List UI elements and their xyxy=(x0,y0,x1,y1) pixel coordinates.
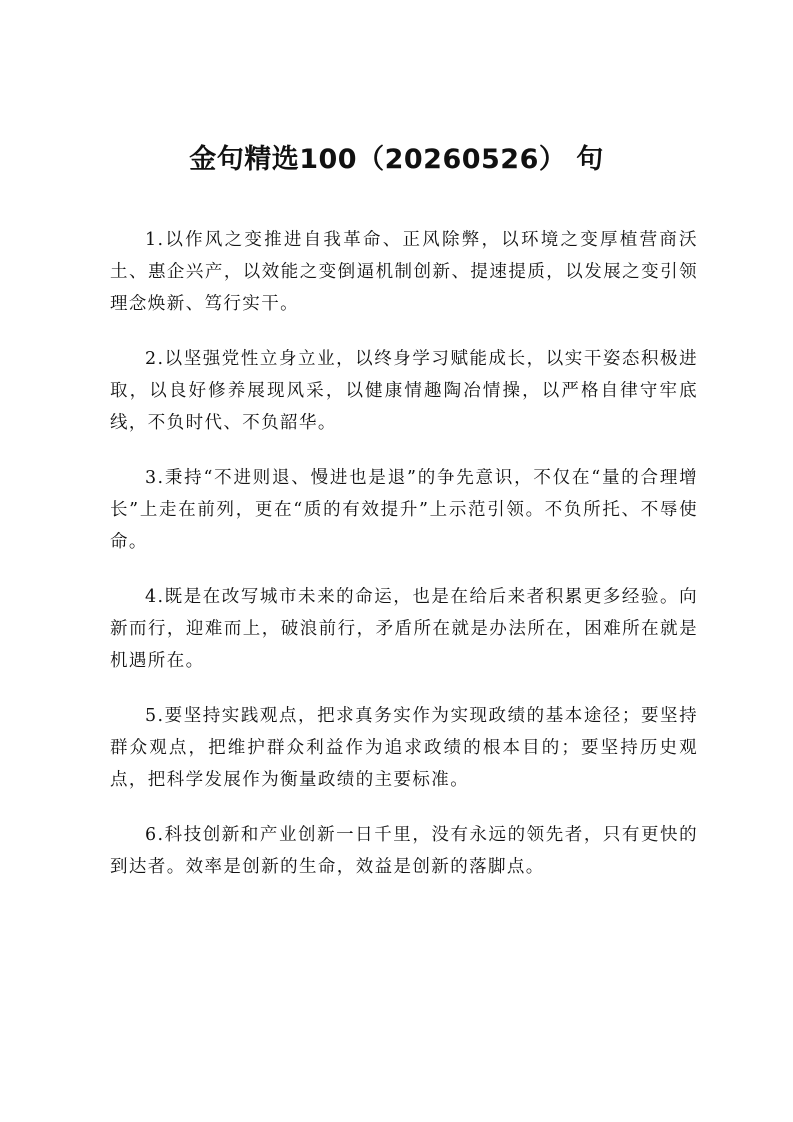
paragraph-2: 2.以坚强党性立身立业，以终身学习赋能成长，以实干姿态积极进取，以良好修养展现风采，以健康情趣陶冶情操，以严格自律守牢底线，不负时代、不负韶华。 xyxy=(110,349,698,433)
paragraph-3: 3.秉持“不进则退、慢进也是退”的争先意识，不仅在“量的合理增长”上走在前列，更在“质的有效提升”上示范引领。不负所托、不辱使命。 xyxy=(110,468,698,552)
document-body xyxy=(110,224,698,906)
document-title: 金句精选100（20260526） 句 xyxy=(189,144,604,175)
paragraph-5: 5.要坚持实践观点，把求真务实作为实现政绩的基本途径；要坚持群众观点，把维护群众利益作为追求政绩的根本目的；要坚持历史观点，把科学发展作为衡量政绩的主要标准。 xyxy=(110,706,698,790)
paragraph-4: 4.既是在改写城市未来的命运，也是在给后来者积累更多经验。向新而行，迎难而上，破浪前行，矛盾所在就是办法所在，困难所在就是机遇所在。 xyxy=(110,587,698,671)
paragraph-6: 6.科技创新和产业创新一日千里，没有永远的领先者，只有更快的到达者。效率是创新的生命，效益是创新的落脚点。 xyxy=(110,825,698,877)
paragraph-1: 1.以作风之变推进自我革命、正风除弊，以环境之变厚植营商沃土、惠企兴产，以效能之变倒逼机制创新、提速提质，以发展之变引领理念焕新、笃行实干。 xyxy=(110,230,698,314)
